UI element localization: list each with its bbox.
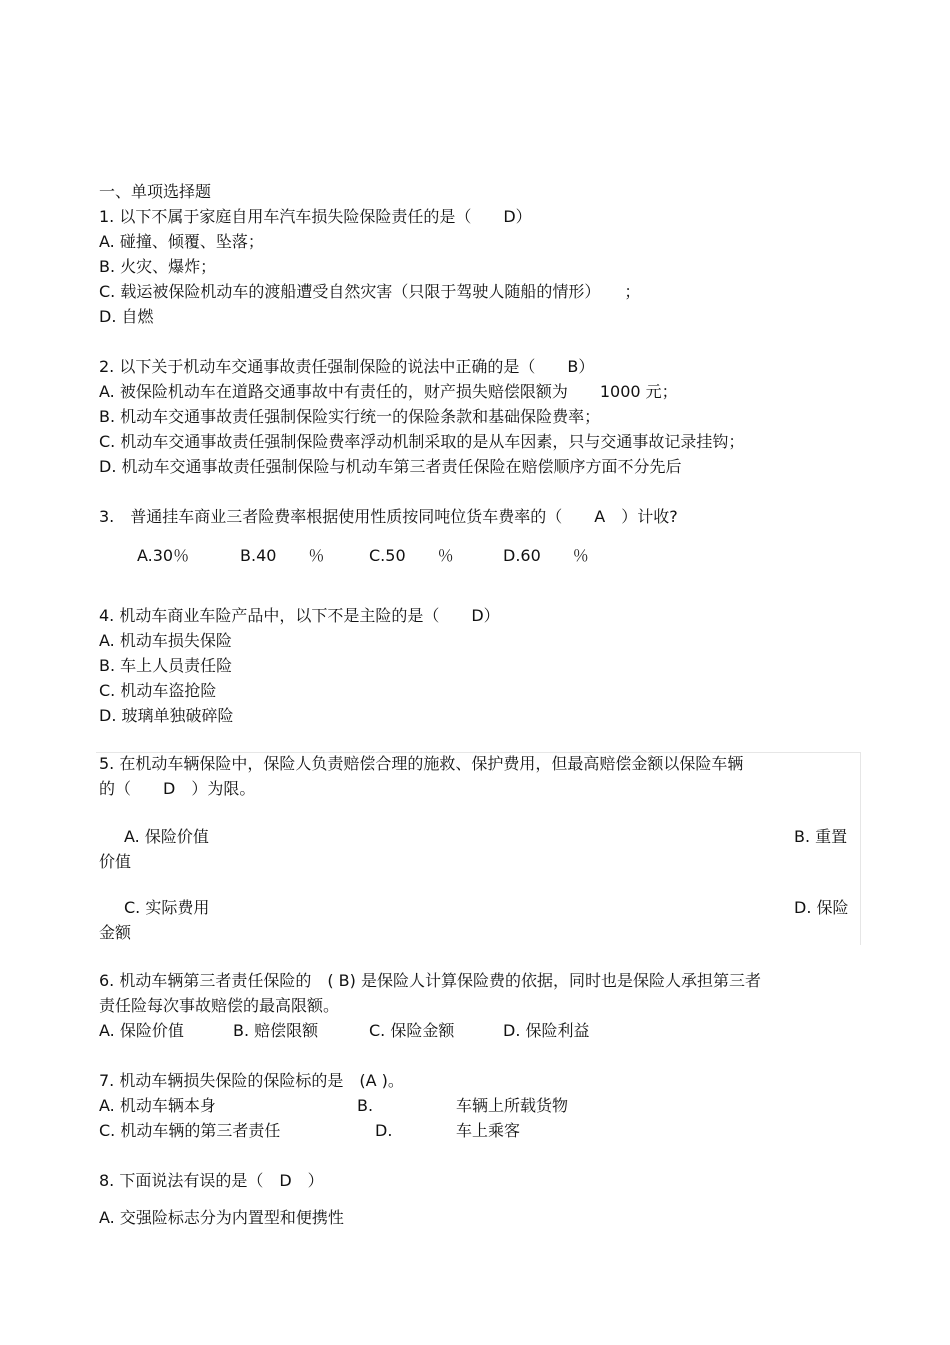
option-b: B. 机动车交通事故责任强制保险实行统一的保险条款和基础保险费率；	[99, 407, 601, 426]
option-c: C.50 ％	[369, 546, 454, 565]
option-d-wrap: 金额	[99, 923, 132, 942]
question-stem: 4. 机动车商业车险产品中，以下不是主险的是（ D）	[99, 606, 500, 625]
option-d: D. 玻璃单独破碎险	[99, 706, 234, 725]
option-d: D. 保险	[794, 898, 849, 917]
option-a: A. 碰撞、倾覆、坠落；	[99, 232, 264, 251]
option-c: C. 机动车交通事故责任强制保险费率浮动机制采取的是从车因素，只与交通事故记录挂钩；	[99, 432, 745, 451]
option-b: B. 火灾、爆炸；	[99, 257, 217, 276]
option-a: A. 机动车辆本身	[99, 1096, 216, 1115]
option-b: B.40 ％	[240, 546, 325, 565]
option-b: B. 重置	[794, 827, 848, 846]
option-b-text: 车辆上所载货物	[456, 1096, 569, 1115]
option-b: B. 赔偿限额	[233, 1021, 319, 1040]
option-a: A. 交强险标志分为内置型和便携性	[99, 1208, 344, 1227]
option-d-text: 车上乘客	[456, 1121, 521, 1140]
option-d: D.60 ％	[503, 546, 589, 565]
option-a: A. 被保险机动车在道路交通事故中有责任的，财产损失赔偿限额为 1000 元；	[99, 382, 678, 401]
question-stem-cont: 责任险每次事故赔偿的最高限额。	[99, 996, 340, 1015]
question-stem: 1. 以下不属于家庭自用车汽车损失险保险责任的是（ D）	[99, 207, 532, 226]
option-c: C. 机动车盗抢险	[99, 681, 217, 700]
option-a: A.30％	[137, 546, 190, 565]
question-stem: 7. 机动车辆损失保险的保险标的是 (A )。	[99, 1071, 404, 1090]
question-stem: 8. 下面说法有误的是（ D ）	[99, 1171, 324, 1190]
option-a: A. 机动车损失保险	[99, 631, 232, 650]
section-title: 一、单项选择题	[99, 182, 212, 201]
question-stem: 2. 以下关于机动车交通事故责任强制保险的说法中正确的是（ B）	[99, 357, 595, 376]
question-stem: 3. 普通挂车商业三者险费率根据使用性质按同吨位货车费率的（ A ）计收?	[99, 507, 678, 526]
option-a: A. 保险价值	[124, 827, 209, 846]
question-stem: 5. 在机动车辆保险中，保险人负责赔偿合理的施救、保护费用，但最高赔偿金额以保险车辆	[99, 754, 744, 773]
option-a: A. 保险价值	[99, 1021, 184, 1040]
option-b-wrap: 价值	[99, 852, 132, 871]
option-c: C. 保险金额	[369, 1021, 455, 1040]
option-b-letter: B.	[357, 1096, 374, 1115]
option-b: B. 车上人员责任险	[99, 656, 233, 675]
question-stem: 6. 机动车辆第三者责任保险的 ( B) 是保险人计算保险费的依据，同时也是保险人承担第三者	[99, 971, 761, 990]
option-d: D. 保险利益	[503, 1021, 590, 1040]
option-c: C. 机动车辆的第三者责任	[99, 1121, 281, 1140]
question-stem-cont: 的（ D ）为限。	[99, 779, 256, 798]
option-d: D. 机动车交通事故责任强制保险与机动车第三者责任保险在赔偿顺序方面不分先后	[99, 457, 682, 476]
option-c: C. 实际费用	[124, 898, 210, 917]
option-c: C. 载运被保险机动车的渡船遭受自然灾害（只限于驾驶人随船的情形） ；	[99, 282, 641, 301]
option-d-letter: D.	[375, 1121, 393, 1140]
option-d: D. 自燃	[99, 307, 154, 326]
